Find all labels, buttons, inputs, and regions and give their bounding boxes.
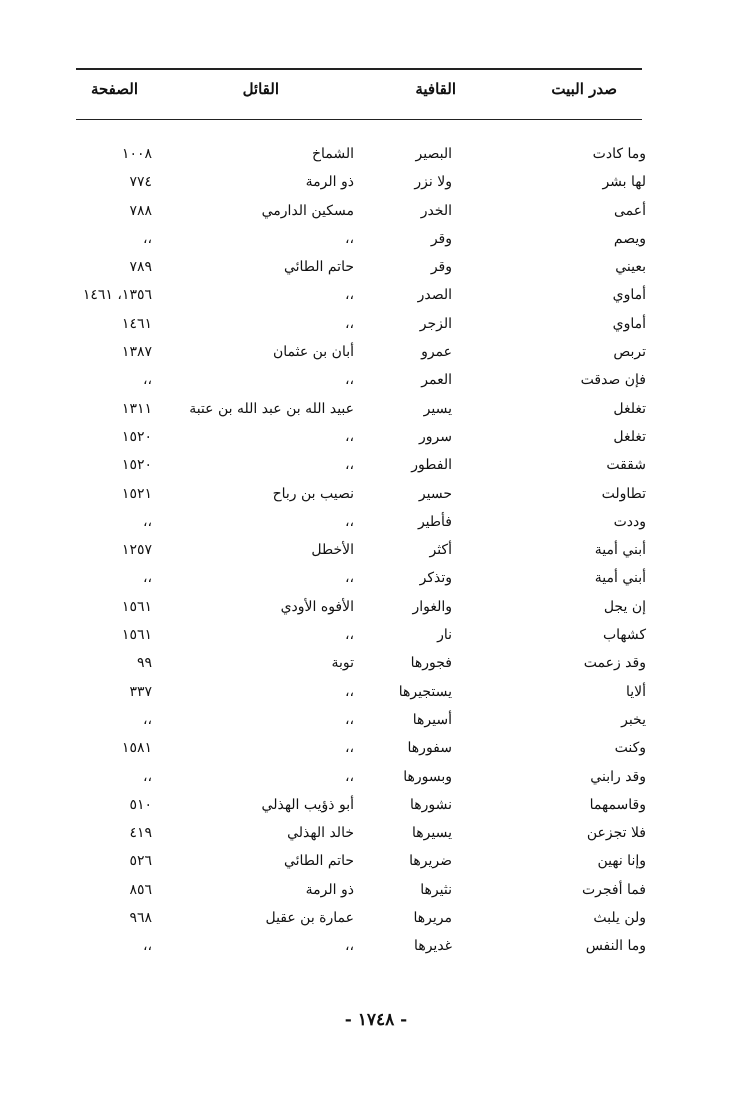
cell-sadr: وقاسمهما xyxy=(589,796,646,813)
cell-qail: ،، xyxy=(344,513,354,530)
column-header-sadr: صدر البيت xyxy=(551,80,617,98)
cell-qafiya: والغوار xyxy=(412,598,452,615)
cell-qail: عبيد الله بن عبد الله بن عتبة xyxy=(189,400,354,417)
cell-sadr: يخبر xyxy=(621,711,646,728)
cell-page: ١٣١١ xyxy=(121,400,152,417)
cell-qafiya: أكثر xyxy=(429,542,452,559)
cell-sadr: فما أفجرت xyxy=(581,881,646,898)
cell-qail: توبة xyxy=(331,655,354,672)
table-row xyxy=(0,651,752,679)
cell-qafiya: وتذكر xyxy=(419,570,452,587)
cell-page: ١٠٠٨ xyxy=(121,146,152,162)
cell-qail: نصيب بن رباح xyxy=(272,485,354,502)
cell-sadr: إن يجل xyxy=(603,598,646,615)
cell-page: ١٥٢٠ xyxy=(121,428,152,445)
cell-page: ١٥٦١ xyxy=(121,627,152,644)
cell-sadr: وما النفس xyxy=(585,938,646,955)
cell-qail: الأفوه الأودي xyxy=(280,598,354,615)
table-row xyxy=(0,368,752,396)
cell-sadr: وقد رابني xyxy=(590,768,646,785)
cell-page: ١٣٨٧ xyxy=(121,344,152,361)
table-row xyxy=(0,283,752,311)
table-row xyxy=(0,312,752,340)
table-row xyxy=(0,538,752,566)
cell-page: ٧٧٤ xyxy=(129,174,152,191)
cell-qafiya: الفطور xyxy=(411,457,452,474)
table-row xyxy=(0,482,752,510)
table-row xyxy=(0,425,752,453)
cell-qail: ،، xyxy=(344,287,354,304)
cell-qail: أبان بن عثمان xyxy=(272,344,354,361)
cell-page: ،، xyxy=(142,938,152,955)
cell-sadr: بعيني xyxy=(615,259,646,276)
cell-qail: ،، xyxy=(344,711,354,728)
cell-qafiya: سفورها xyxy=(407,740,452,757)
cell-sadr: أماوي xyxy=(612,287,646,304)
cell-qail: حاتم الطائي xyxy=(283,853,354,870)
cell-qail: ،، xyxy=(344,938,354,955)
table-row xyxy=(0,595,752,623)
cell-page: ١٥٢١ xyxy=(121,485,152,502)
cell-page: ٣٣٧ xyxy=(129,683,152,700)
cell-qafiya: الخدر xyxy=(420,202,452,219)
cell-page: ٨٥٦ xyxy=(129,881,152,898)
cell-qail: عمارة بن عقيل xyxy=(265,910,354,927)
cell-qafiya: ضريرها xyxy=(409,853,452,870)
cell-qafiya: سرور xyxy=(419,428,452,445)
cell-qail: ذو الرمة xyxy=(305,881,354,898)
cell-sadr: أعمى xyxy=(613,202,646,219)
table-row xyxy=(0,708,752,736)
cell-sadr: فلا تجزعن xyxy=(586,825,646,842)
cell-qail: ،، xyxy=(344,627,354,644)
cell-page: ،، xyxy=(142,513,152,530)
cell-qafiya: ولا نزر xyxy=(414,174,452,191)
cell-qail: الشماخ xyxy=(311,146,354,162)
table-row xyxy=(0,849,752,877)
cell-qafiya: نثيرها xyxy=(420,881,452,898)
table-row xyxy=(0,397,752,425)
cell-page: ،، xyxy=(142,570,152,587)
cell-qafiya: العمر xyxy=(421,372,452,389)
cell-page: ٧٨٩ xyxy=(129,259,152,276)
cell-sadr: كشهاب xyxy=(602,627,646,644)
column-header-qail: القائل xyxy=(242,80,279,98)
cell-qail: ،، xyxy=(344,457,354,474)
cell-qafiya: أسيرها xyxy=(412,711,452,728)
cell-qafiya: فجورها xyxy=(410,655,452,672)
cell-sadr: وما كادت xyxy=(592,146,646,162)
table-row xyxy=(0,453,752,481)
cell-page: ١٥٢٠ xyxy=(121,457,152,474)
cell-sadr: أماوي xyxy=(612,315,646,332)
cell-qail: مسكين الدارمي xyxy=(261,202,354,219)
cell-page: ،، xyxy=(142,372,152,389)
cell-qafiya: الصدر xyxy=(417,287,452,304)
cell-page: ٧٨٨ xyxy=(129,202,152,219)
cell-page: ١٣٥٦، ١٤٦١ xyxy=(82,287,152,304)
table-row xyxy=(0,199,752,227)
cell-qafiya: يستجيرها xyxy=(398,683,452,700)
cell-qail: ،، xyxy=(344,230,354,247)
cell-qail: ،، xyxy=(344,740,354,757)
cell-qail: ،، xyxy=(344,570,354,587)
cell-qail: خالد الهذلي xyxy=(287,825,354,842)
cell-sadr: ويصم xyxy=(613,230,646,247)
cell-qail: ،، xyxy=(344,315,354,332)
cell-sadr: تربص xyxy=(613,344,646,361)
cell-sadr: وددت xyxy=(613,513,646,530)
table-row xyxy=(0,227,752,255)
cell-qafiya: وقر xyxy=(430,259,452,276)
cell-qail: أبو ذؤيب الهذلي xyxy=(261,796,354,813)
cell-qail: ،، xyxy=(344,428,354,445)
cell-qail: حاتم الطائي xyxy=(283,259,354,276)
cell-sadr: تغلغل xyxy=(613,428,646,445)
table-row xyxy=(0,623,752,651)
cell-qail: الأخطل xyxy=(311,542,354,559)
cell-sadr: ألايا xyxy=(625,683,646,700)
header-top-rule xyxy=(76,68,642,70)
table-row xyxy=(0,878,752,906)
cell-sadr: وقد زعمت xyxy=(583,655,646,672)
table-row xyxy=(0,255,752,283)
cell-qail: ،، xyxy=(344,768,354,785)
table-row xyxy=(0,510,752,538)
cell-qafiya: يسير xyxy=(423,400,452,417)
cell-page: ٩٩ xyxy=(136,655,152,672)
cell-page: ،، xyxy=(142,711,152,728)
cell-qafiya: وبسورها xyxy=(403,768,452,785)
cell-qafiya: الزجر xyxy=(419,315,452,332)
cell-qafiya: غديرها xyxy=(414,938,452,955)
cell-qail: ،، xyxy=(344,683,354,700)
cell-sadr: شققت xyxy=(606,457,646,474)
cell-page: ٩٦٨ xyxy=(129,910,152,927)
cell-page: ٤١٩ xyxy=(129,825,152,842)
cell-sadr: أبني أمية xyxy=(594,542,646,559)
table-row xyxy=(0,934,752,962)
page-number: - ١٧٤٨ - xyxy=(344,1010,408,1030)
cell-qafiya: فأطير xyxy=(417,513,452,530)
cell-qail: ،، xyxy=(344,372,354,389)
column-header-qafiya: القافية xyxy=(415,80,456,98)
table-row xyxy=(0,821,752,849)
cell-sadr: تغلغل xyxy=(613,400,646,417)
cell-qail: ذو الرمة xyxy=(305,174,354,191)
table-row xyxy=(0,340,752,368)
table-row xyxy=(0,680,752,708)
cell-page: ٥١٠ xyxy=(129,796,152,813)
table-row xyxy=(0,142,752,170)
column-header-page: الصفحة xyxy=(90,80,138,98)
cell-qafiya: يسيرها xyxy=(412,825,452,842)
table-row xyxy=(0,566,752,594)
cell-sadr: لها بشر xyxy=(602,174,646,191)
index-table-body xyxy=(0,142,752,963)
cell-sadr: وكنت xyxy=(614,740,646,757)
cell-qafiya: حسير xyxy=(418,485,452,502)
cell-page: ١٢٥٧ xyxy=(121,542,152,559)
cell-sadr: تطاولت xyxy=(601,485,646,502)
table-row xyxy=(0,736,752,764)
cell-page: ١٥٨١ xyxy=(121,740,152,757)
cell-page: ١٤٦١ xyxy=(121,315,152,332)
cell-qafiya: وقر xyxy=(430,230,452,247)
cell-sadr: وإنا نهين xyxy=(597,853,646,870)
cell-page: ،، xyxy=(142,230,152,247)
cell-qafiya: نار xyxy=(437,627,452,644)
cell-page: ٥٢٦ xyxy=(129,853,152,870)
cell-qafiya: عمرو xyxy=(421,344,452,361)
table-row xyxy=(0,170,752,198)
cell-sadr: أبني أمية xyxy=(594,570,646,587)
table-row xyxy=(0,906,752,934)
table-row xyxy=(0,793,752,821)
cell-sadr: ولن يلبث xyxy=(593,910,646,927)
cell-qafiya: البصير xyxy=(415,146,452,162)
cell-qafiya: مريرها xyxy=(413,910,452,927)
header-bottom-rule xyxy=(76,119,642,120)
cell-page: ،، xyxy=(142,768,152,785)
cell-qafiya: نشورها xyxy=(409,796,452,813)
table-row xyxy=(0,765,752,793)
cell-sadr: فإن صدقت xyxy=(580,372,646,389)
cell-page: ١٥٦١ xyxy=(121,598,152,615)
